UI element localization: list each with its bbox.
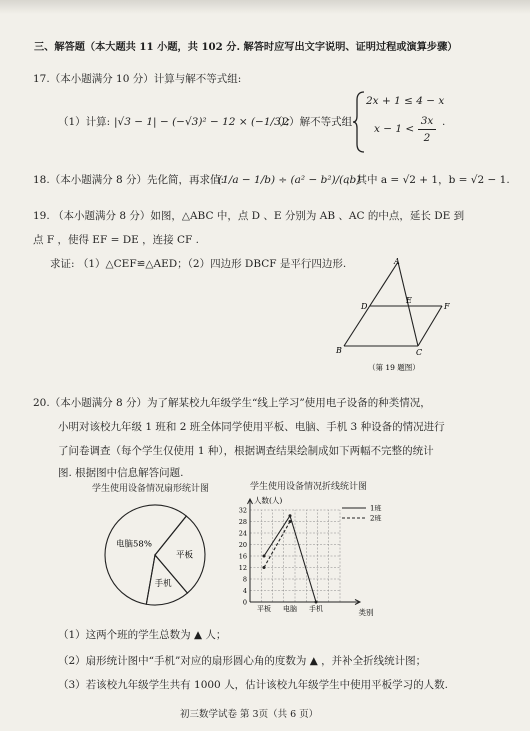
data-point xyxy=(289,520,292,523)
q17-ineq2-numerator: 3x xyxy=(420,115,434,127)
y-tick-label: 16 xyxy=(238,552,247,561)
line-chart-title: 学生使用设备情况折线统计图 xyxy=(250,482,368,492)
q17-ineq1: 2x + 1 ≤ 4 − x xyxy=(366,95,445,107)
line-chart xyxy=(228,490,398,618)
legend-label: 1班 xyxy=(370,504,382,513)
pie-label-手机: 手机 xyxy=(154,579,172,589)
y-axis-label: 人数(人) xyxy=(254,496,283,505)
y-tick-label: 24 xyxy=(238,529,247,538)
label-a: A xyxy=(394,257,400,266)
q18-condition: ，其中 a = √2 + 1，b = √2 − 1. xyxy=(346,174,510,186)
q19-line3: 求证: （1）△CEF≌△AED；（2）四边形 DBCF 是平行四边形. xyxy=(50,258,347,270)
data-point xyxy=(289,514,292,517)
label-b: B xyxy=(336,346,342,355)
pie-chart-title: 学生使用设备情况扇形统计图 xyxy=(92,484,210,494)
q19-line1: 19. （本小题满分 8 分）如图，△ABC 中，点 D 、E 分别为 AB 、AC 的中点，延长 DE 到 xyxy=(33,210,465,222)
series-line-1班 xyxy=(264,516,316,602)
legend-label: 2班 xyxy=(370,514,382,523)
q19-line2: 点 F ，使得 EF = DE ，连接 CF . xyxy=(33,234,199,246)
label-f: F xyxy=(444,302,450,311)
q17-part1-label: （1）计算: xyxy=(58,116,111,128)
page-footer: 初三数学试卷 第 3页（共 6 页） xyxy=(180,709,319,720)
x-tick-label: 手机 xyxy=(309,605,323,613)
fraction-bar xyxy=(418,129,436,130)
q17-ineq2-denominator: 2 xyxy=(423,132,431,144)
y-tick-label: 20 xyxy=(238,541,247,549)
q20-line1: 20.（本小题满分 8 分）为了解某校九年级学生“线上学习”使用电子设备的种类情况， xyxy=(33,397,431,409)
q20-line4: 图. 根据图中信息解答问题. xyxy=(58,467,184,479)
label-d: D xyxy=(361,302,368,311)
pie-label-平板: 平板 xyxy=(176,550,194,561)
pie-chart xyxy=(100,500,210,610)
q20-sub2: （2）扇形统计图中“手机”对应的扇形圆心角的度数为 ▲ ，并补全折线统计图； xyxy=(58,655,427,667)
data-point xyxy=(263,555,266,558)
section-heading: 三、解答题（本大题共 11 小题，共 102 分. 解答时应写出文字说明、证明过程或演算步骤） xyxy=(34,41,458,53)
figure-caption: （第 19 题图） xyxy=(368,363,420,372)
x-tick-label: 电脑 xyxy=(283,605,297,613)
y-tick-label: 32 xyxy=(238,506,247,515)
q20-sub1: （1）这两个班的学生总数为 ▲ 人； xyxy=(58,629,227,641)
q17-intro: 17.（本小题满分 10 分）计算与解不等式组: xyxy=(33,73,242,85)
y-tick-label: 4 xyxy=(242,587,247,595)
q19-figure xyxy=(330,256,460,376)
q20-sub3: （3）若该校九年级学生共有 1000 人，估计该校九年级学生中使用平板学习的人数. xyxy=(58,679,448,691)
pie-label-电脑: 电脑58% xyxy=(116,539,152,550)
data-point xyxy=(263,566,266,569)
q17-part1-expr: |√3 − 1| − (−√3)² − 12 × (−1/3)； xyxy=(114,116,296,128)
y-tick-label: 8 xyxy=(242,575,247,584)
pie-slice-电脑 xyxy=(105,505,186,604)
q18-intro: 18.（本小题满分 8 分）先化简，再求值: xyxy=(33,174,225,186)
q20-line2: 小明对该校九年级 1 班和 2 班全体同学使用平板、电脑、手机 3 种设备的情况进行 xyxy=(58,421,445,433)
y-tick-label: 28 xyxy=(238,518,247,526)
y-tick-label: 12 xyxy=(238,564,247,572)
data-point xyxy=(315,601,318,604)
label-c: C xyxy=(416,348,423,357)
scan-edge xyxy=(0,0,530,14)
q20-line3: 了问卷调查（每个学生仅使用 1 种），根据调查结果绘制成如下两幅不完整的统计 xyxy=(58,445,434,457)
system-brace xyxy=(352,90,366,154)
x-axis-label: 类别 xyxy=(358,608,374,617)
label-e: E xyxy=(406,296,412,305)
x-tick-label: 平板 xyxy=(257,605,271,613)
q17-end-dot: . xyxy=(442,116,446,128)
q17-ineq2-left: x − 1 < xyxy=(374,123,415,135)
q17-part2-label: （2）解不等式组 xyxy=(272,116,353,128)
q18-expr: (1/a − 1/b) ÷ (a² − b²)/(ab) xyxy=(218,174,361,186)
y-tick-label: 0 xyxy=(242,598,247,607)
